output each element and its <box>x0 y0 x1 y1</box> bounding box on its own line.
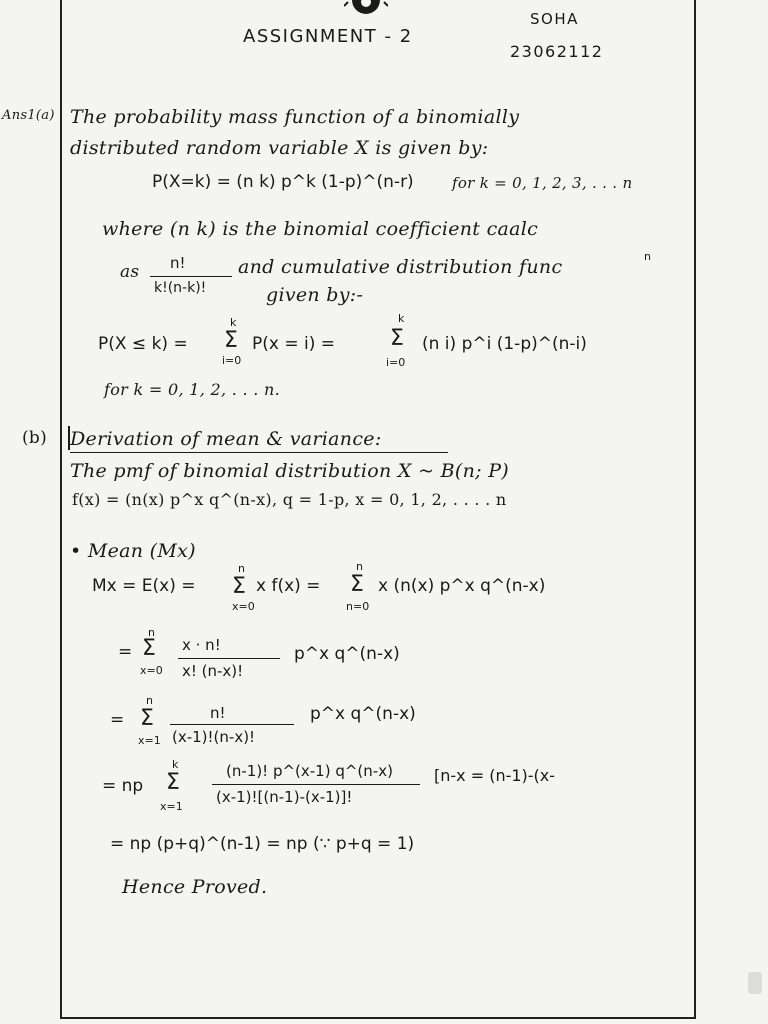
step2-sum-upper: n <box>148 626 155 639</box>
step4-lhs: = np <box>102 776 144 796</box>
heading-underline <box>70 452 448 453</box>
step4-side-note: [n-x = (n-1)-(x- <box>434 766 556 785</box>
step2-denominator: x! (n-x)! <box>182 662 244 680</box>
cdf-sum-lower: i=0 <box>222 354 242 367</box>
step2-numerator: x · n! <box>182 636 221 654</box>
step3-fraction-bar <box>170 724 294 725</box>
fraction-numerator: n! <box>170 254 186 272</box>
mean-sum2-body: x (n(x) p^x q^(n-x) <box>378 576 546 596</box>
mean-lhs: Mx = E(x) = <box>92 576 196 596</box>
as-word: as <box>120 262 140 282</box>
step3-sum-lower: x=1 <box>138 734 161 747</box>
pmf-binomial-line: The pmf of binomial distribution X ~ B(n; P) <box>70 460 509 482</box>
assignment-title: ASSIGNMENT - 2 <box>243 26 413 47</box>
fraction-denominator: k!(n-k)! <box>154 280 207 296</box>
question-label-a: Ans1(a) <box>2 108 55 123</box>
university-logo-icon <box>344 0 388 18</box>
step2-sigma-icon: Σ <box>142 636 156 661</box>
step2-tail: p^x q^(n-x) <box>294 644 400 664</box>
step3-equals: = <box>110 710 125 730</box>
step3-numerator: n! <box>210 704 226 722</box>
cdf-rhs: (n i) p^i (1-p)^(n-i) <box>422 334 587 354</box>
scan-edge-mark <box>748 972 762 994</box>
mean-sigma1-icon: Σ <box>232 574 246 599</box>
binomial-coefficient-line: where (n k) is the binomial coefficient caalc <box>102 218 539 240</box>
cdf-sigma2-icon: Σ <box>390 326 404 351</box>
cdf-intro-superscript: n <box>644 250 651 263</box>
definition-line-2: distributed random variable X is given by: <box>70 137 489 159</box>
definition-line-1: The probability mass function of a binomially <box>70 106 520 128</box>
step2-fraction-bar <box>178 658 280 659</box>
step4-numerator: (n-1)! p^(x-1) q^(n-x) <box>226 762 393 780</box>
mean-sum1-upper: n <box>238 562 245 575</box>
step4-denominator: (x-1)![(n-1)-(x-1)]! <box>216 788 353 806</box>
cdf-range: for k = 0, 1, 2, . . . n. <box>104 380 281 399</box>
cdf-lhs: P(X ≤ k) = <box>98 334 188 354</box>
step4-sum-upper: k <box>172 758 179 771</box>
question-label-b: (b) <box>22 428 48 448</box>
cdf-sum-upper: k <box>230 316 237 329</box>
step3-tail: p^x q^(n-x) <box>310 704 416 724</box>
step4-sigma-icon: Σ <box>166 770 180 795</box>
cdf-middle: P(x = i) = <box>252 334 335 354</box>
cdf-sigma-icon: Σ <box>224 328 238 353</box>
mean-sum2-upper: n <box>356 560 363 573</box>
step2-sum-lower: x=0 <box>140 664 163 677</box>
pmf-binomial-formula: f(x) = (n(x) p^x q^(n-x), q = 1-p, x = 0, 1, 2, . . . . n <box>72 490 507 509</box>
step3-sum-upper: n <box>146 694 153 707</box>
cdf-sum2-lower: i=0 <box>386 356 406 369</box>
step3-sigma-icon: Σ <box>140 706 154 731</box>
conclusion: Hence Proved. <box>122 876 268 898</box>
mean-sigma2-icon: Σ <box>350 572 364 597</box>
cdf-intro: and cumulative distribution func <box>238 256 563 278</box>
mean-sum1-body: x f(x) = <box>256 576 321 596</box>
derivation-heading: Derivation of mean & variance: <box>70 428 382 450</box>
cdf-sum2-upper: k <box>398 312 405 325</box>
mean-sum2-lower: n=0 <box>346 600 370 613</box>
step4-fraction-bar <box>212 784 420 785</box>
step3-denominator: (x-1)!(n-x)! <box>172 728 256 746</box>
step2-equals: = <box>118 642 133 662</box>
pmf-formula: P(X=k) = (n k) p^k (1-p)^(n-r) <box>152 172 414 192</box>
step5-result: = np (p+q)^(n-1) = np (∵ p+q = 1) <box>110 834 415 854</box>
step4-sum-lower: x=1 <box>160 800 183 813</box>
mean-heading: • Mean (Mx) <box>70 540 196 562</box>
question-marker-b <box>60 426 70 450</box>
student-name: SOHA <box>530 10 579 28</box>
fraction-bar <box>150 276 232 277</box>
roll-number: 23062112 <box>510 42 604 61</box>
mean-sum1-lower: x=0 <box>232 600 255 613</box>
pmf-range: for k = 0, 1, 2, 3, . . . n <box>452 174 633 192</box>
given-by: given by:- <box>266 284 364 306</box>
